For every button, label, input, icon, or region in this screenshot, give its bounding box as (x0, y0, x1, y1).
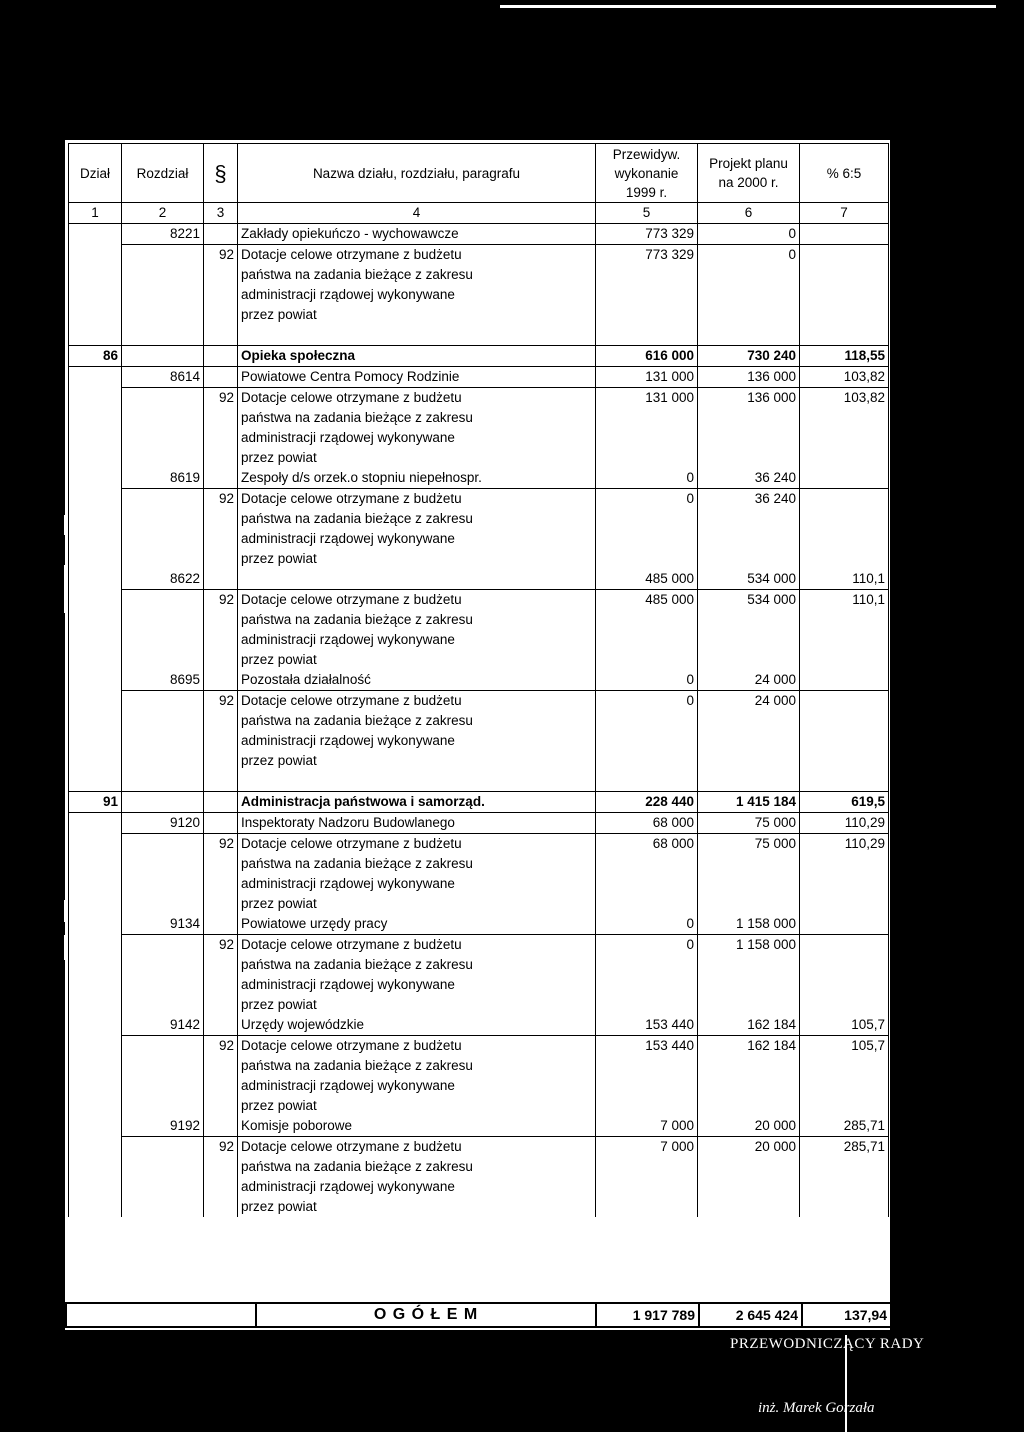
value-1999: 773 329 (596, 224, 698, 245)
row-name: Zespoły d/s orzek.o stopniu niepełnospr. (238, 468, 596, 489)
value-2000: 1 158 000 (698, 935, 800, 1016)
value-2000: 730 240 (698, 346, 800, 367)
paragraf-code: 92 (204, 1036, 238, 1117)
value-1999: 131 000 (596, 388, 698, 469)
top-border-line (500, 5, 996, 8)
value-1999: 485 000 (596, 590, 698, 671)
value-pct (800, 468, 889, 489)
signature-title: PRZEWODNICZĄCY RADY (730, 1336, 925, 1352)
value-pct: 110,29 (800, 834, 889, 915)
value-1999: 773 329 (596, 245, 698, 326)
value-1999: 0 (596, 468, 698, 489)
row-name: Dotacje celowe otrzymane z budżetu państwa na zadania bieżące z zakresu administracji rządowej wykonywane przez powiat (238, 691, 596, 772)
paragraf-code: 92 (204, 245, 238, 326)
table-row (69, 935, 889, 1016)
row-name: Zakłady opiekuńczo - wychowawcze (238, 224, 596, 245)
rozdzial-code: 9134 (122, 914, 204, 935)
value-pct: 285,71 (800, 1137, 889, 1218)
value-2000: 20 000 (698, 1137, 800, 1218)
row-name: Powiatowe urzędy pracy (238, 914, 596, 935)
row-name: Dotacje celowe otrzymane z budżetu państwa na zadania bieżące z zakresu administracji rządowej wykonywane przez powiat (238, 1036, 596, 1117)
value-1999: 153 440 (596, 1015, 698, 1036)
value-2000: 534 000 (698, 569, 800, 590)
value-2000: 20 000 (698, 1116, 800, 1137)
value-pct: 118,55 (800, 346, 889, 367)
row-name: Dotacje celowe otrzymane z budżetu państwa na zadania bieżące z zakresu administracji rządowej wykonywane przez powiat (238, 388, 596, 469)
value-2000: 24 000 (698, 691, 800, 772)
row-name: Dotacje celowe otrzymane z budżetu państwa na zadania bieżące z zakresu administracji rządowej wykonywane przez powiat (238, 489, 596, 570)
rozdzial-code: 9120 (122, 813, 204, 834)
row-name (238, 569, 596, 590)
row-name: Dotacje celowe otrzymane z budżetu państwa na zadania bieżące z zakresu administracji rządowej wykonywane przez powiat (238, 590, 596, 671)
value-pct (800, 224, 889, 245)
colnum: 7 (800, 203, 889, 224)
row-name: Dotacje celowe otrzymane z budżetu państwa na zadania bieżące z zakresu administracji rządowej wykonywane przez powiat (238, 834, 596, 915)
section-name: Administracja państwowa i samorząd. (238, 792, 596, 813)
value-pct: 285,71 (800, 1116, 889, 1137)
value-pct: 103,82 (800, 388, 889, 469)
header-dzial: Dział (69, 144, 122, 203)
signature-name: inż. Marek Gorzała (758, 1400, 875, 1416)
total-2000: 2 645 424 (699, 1303, 802, 1327)
value-2000: 1 158 000 (698, 914, 800, 935)
table-row (69, 1015, 889, 1036)
total-row (66, 1303, 891, 1327)
value-1999: 0 (596, 691, 698, 772)
value-1999: 7 000 (596, 1137, 698, 1218)
scan-edge (0, 0, 65, 1432)
paragraf-code: 92 (204, 590, 238, 671)
rozdzial-code: 9142 (122, 1015, 204, 1036)
paragraf-code: 92 (204, 691, 238, 772)
value-2000: 162 184 (698, 1036, 800, 1117)
colnum: 1 (69, 203, 122, 224)
column-number-row (69, 203, 889, 224)
row-name: Dotacje celowe otrzymane z budżetu państwa na zadania bieżące z zakresu administracji rządowej wykonywane przez powiat (238, 935, 596, 1016)
paragraf-code: 92 (204, 489, 238, 570)
value-pct (800, 670, 889, 691)
row-name: Powiatowe Centra Pomocy Rodzinie (238, 367, 596, 388)
row-name: Inspektoraty Nadzoru Budowlanego (238, 813, 596, 834)
value-2000: 75 000 (698, 834, 800, 915)
table-row (69, 367, 889, 388)
value-pct: 110,29 (800, 813, 889, 834)
header-procent: % 6:5 (800, 144, 889, 203)
value-2000: 162 184 (698, 1015, 800, 1036)
value-pct (800, 691, 889, 772)
colnum: 2 (122, 203, 204, 224)
colnum: 3 (204, 203, 238, 224)
rozdzial-code: 8614 (122, 367, 204, 388)
header-przewidyw: Przewidyw. wykonanie 1999 r. (596, 144, 698, 203)
total-table (65, 1302, 892, 1328)
value-pct: 105,7 (800, 1036, 889, 1117)
value-2000: 136 000 (698, 367, 800, 388)
value-pct: 103,82 (800, 367, 889, 388)
rozdzial-code: 8221 (122, 224, 204, 245)
header-nazwa: Nazwa działu, rozdziału, paragrafu (238, 144, 596, 203)
row-name: Dotacje celowe otrzymane z budżetu państwa na zadania bieżące z zakresu administracji rządowej wykonywane przez powiat (238, 245, 596, 326)
rozdzial-code: 9192 (122, 1116, 204, 1137)
table-row (69, 590, 889, 671)
table-row (69, 914, 889, 935)
value-1999: 0 (596, 935, 698, 1016)
table-row (69, 691, 889, 772)
value-pct (800, 489, 889, 570)
row-name: Dotacje celowe otrzymane z budżetu państwa na zadania bieżące z zakresu administracji rządowej wykonywane przez powiat (238, 1137, 596, 1218)
value-1999: 228 440 (596, 792, 698, 813)
rozdzial-code: 8622 (122, 569, 204, 590)
value-1999: 0 (596, 489, 698, 570)
table-row (69, 813, 889, 834)
header-rozdzial: Rozdział (122, 144, 204, 203)
total-label: O G Ó Ł E M (256, 1303, 596, 1327)
value-2000: 36 240 (698, 468, 800, 489)
header-paragraf: § (204, 144, 238, 203)
value-2000: 36 240 (698, 489, 800, 570)
value-pct (800, 245, 889, 326)
table-row (69, 834, 889, 915)
value-1999: 131 000 (596, 367, 698, 388)
colnum: 4 (238, 203, 596, 224)
total-1999: 1 917 789 (596, 1303, 699, 1327)
table-header (69, 144, 889, 203)
value-1999: 0 (596, 670, 698, 691)
value-pct: 110,1 (800, 569, 889, 590)
dzial-code: 86 (69, 346, 122, 367)
value-2000: 75 000 (698, 813, 800, 834)
dzial-code: 91 (69, 792, 122, 813)
value-pct: 105,7 (800, 1015, 889, 1036)
table-row (69, 569, 889, 590)
value-1999: 68 000 (596, 834, 698, 915)
header-projekt: Projekt planu na 2000 r. (698, 144, 800, 203)
paragraf-code: 92 (204, 834, 238, 915)
value-2000: 136 000 (698, 388, 800, 469)
table-row (69, 670, 889, 691)
rozdzial-code: 8695 (122, 670, 204, 691)
paragraf-code: 92 (204, 388, 238, 469)
value-1999: 68 000 (596, 813, 698, 834)
colnum: 5 (596, 203, 698, 224)
table-row (69, 468, 889, 489)
total-pct: 137,94 (802, 1303, 891, 1327)
value-1999: 616 000 (596, 346, 698, 367)
value-1999: 0 (596, 914, 698, 935)
value-2000: 1 415 184 (698, 792, 800, 813)
value-2000: 0 (698, 245, 800, 326)
section-name: Opieka społeczna (238, 346, 596, 367)
row-name: Pozostała działalność (238, 670, 596, 691)
row-name: Urzędy wojewódzkie (238, 1015, 596, 1036)
colnum: 6 (698, 203, 800, 224)
value-1999: 7 000 (596, 1116, 698, 1137)
value-pct: 619,5 (800, 792, 889, 813)
paragraf-code: 92 (204, 935, 238, 1016)
table-row (69, 1116, 889, 1137)
value-pct (800, 935, 889, 1016)
value-pct: 110,1 (800, 590, 889, 671)
section-row (69, 792, 889, 813)
paragraf-code: 92 (204, 1137, 238, 1218)
value-2000: 0 (698, 224, 800, 245)
section-row (69, 346, 889, 367)
value-1999: 153 440 (596, 1036, 698, 1117)
value-1999: 485 000 (596, 569, 698, 590)
table-row (69, 245, 889, 326)
value-2000: 24 000 (698, 670, 800, 691)
table-row (69, 1036, 889, 1117)
table-row (69, 224, 889, 245)
value-2000: 534 000 (698, 590, 800, 671)
budget-table (68, 143, 889, 1217)
table-row (69, 1137, 889, 1218)
table-row (69, 388, 889, 469)
table-row (69, 489, 889, 570)
rozdzial-code: 8619 (122, 468, 204, 489)
value-pct (800, 914, 889, 935)
row-name: Komisje poborowe (238, 1116, 596, 1137)
